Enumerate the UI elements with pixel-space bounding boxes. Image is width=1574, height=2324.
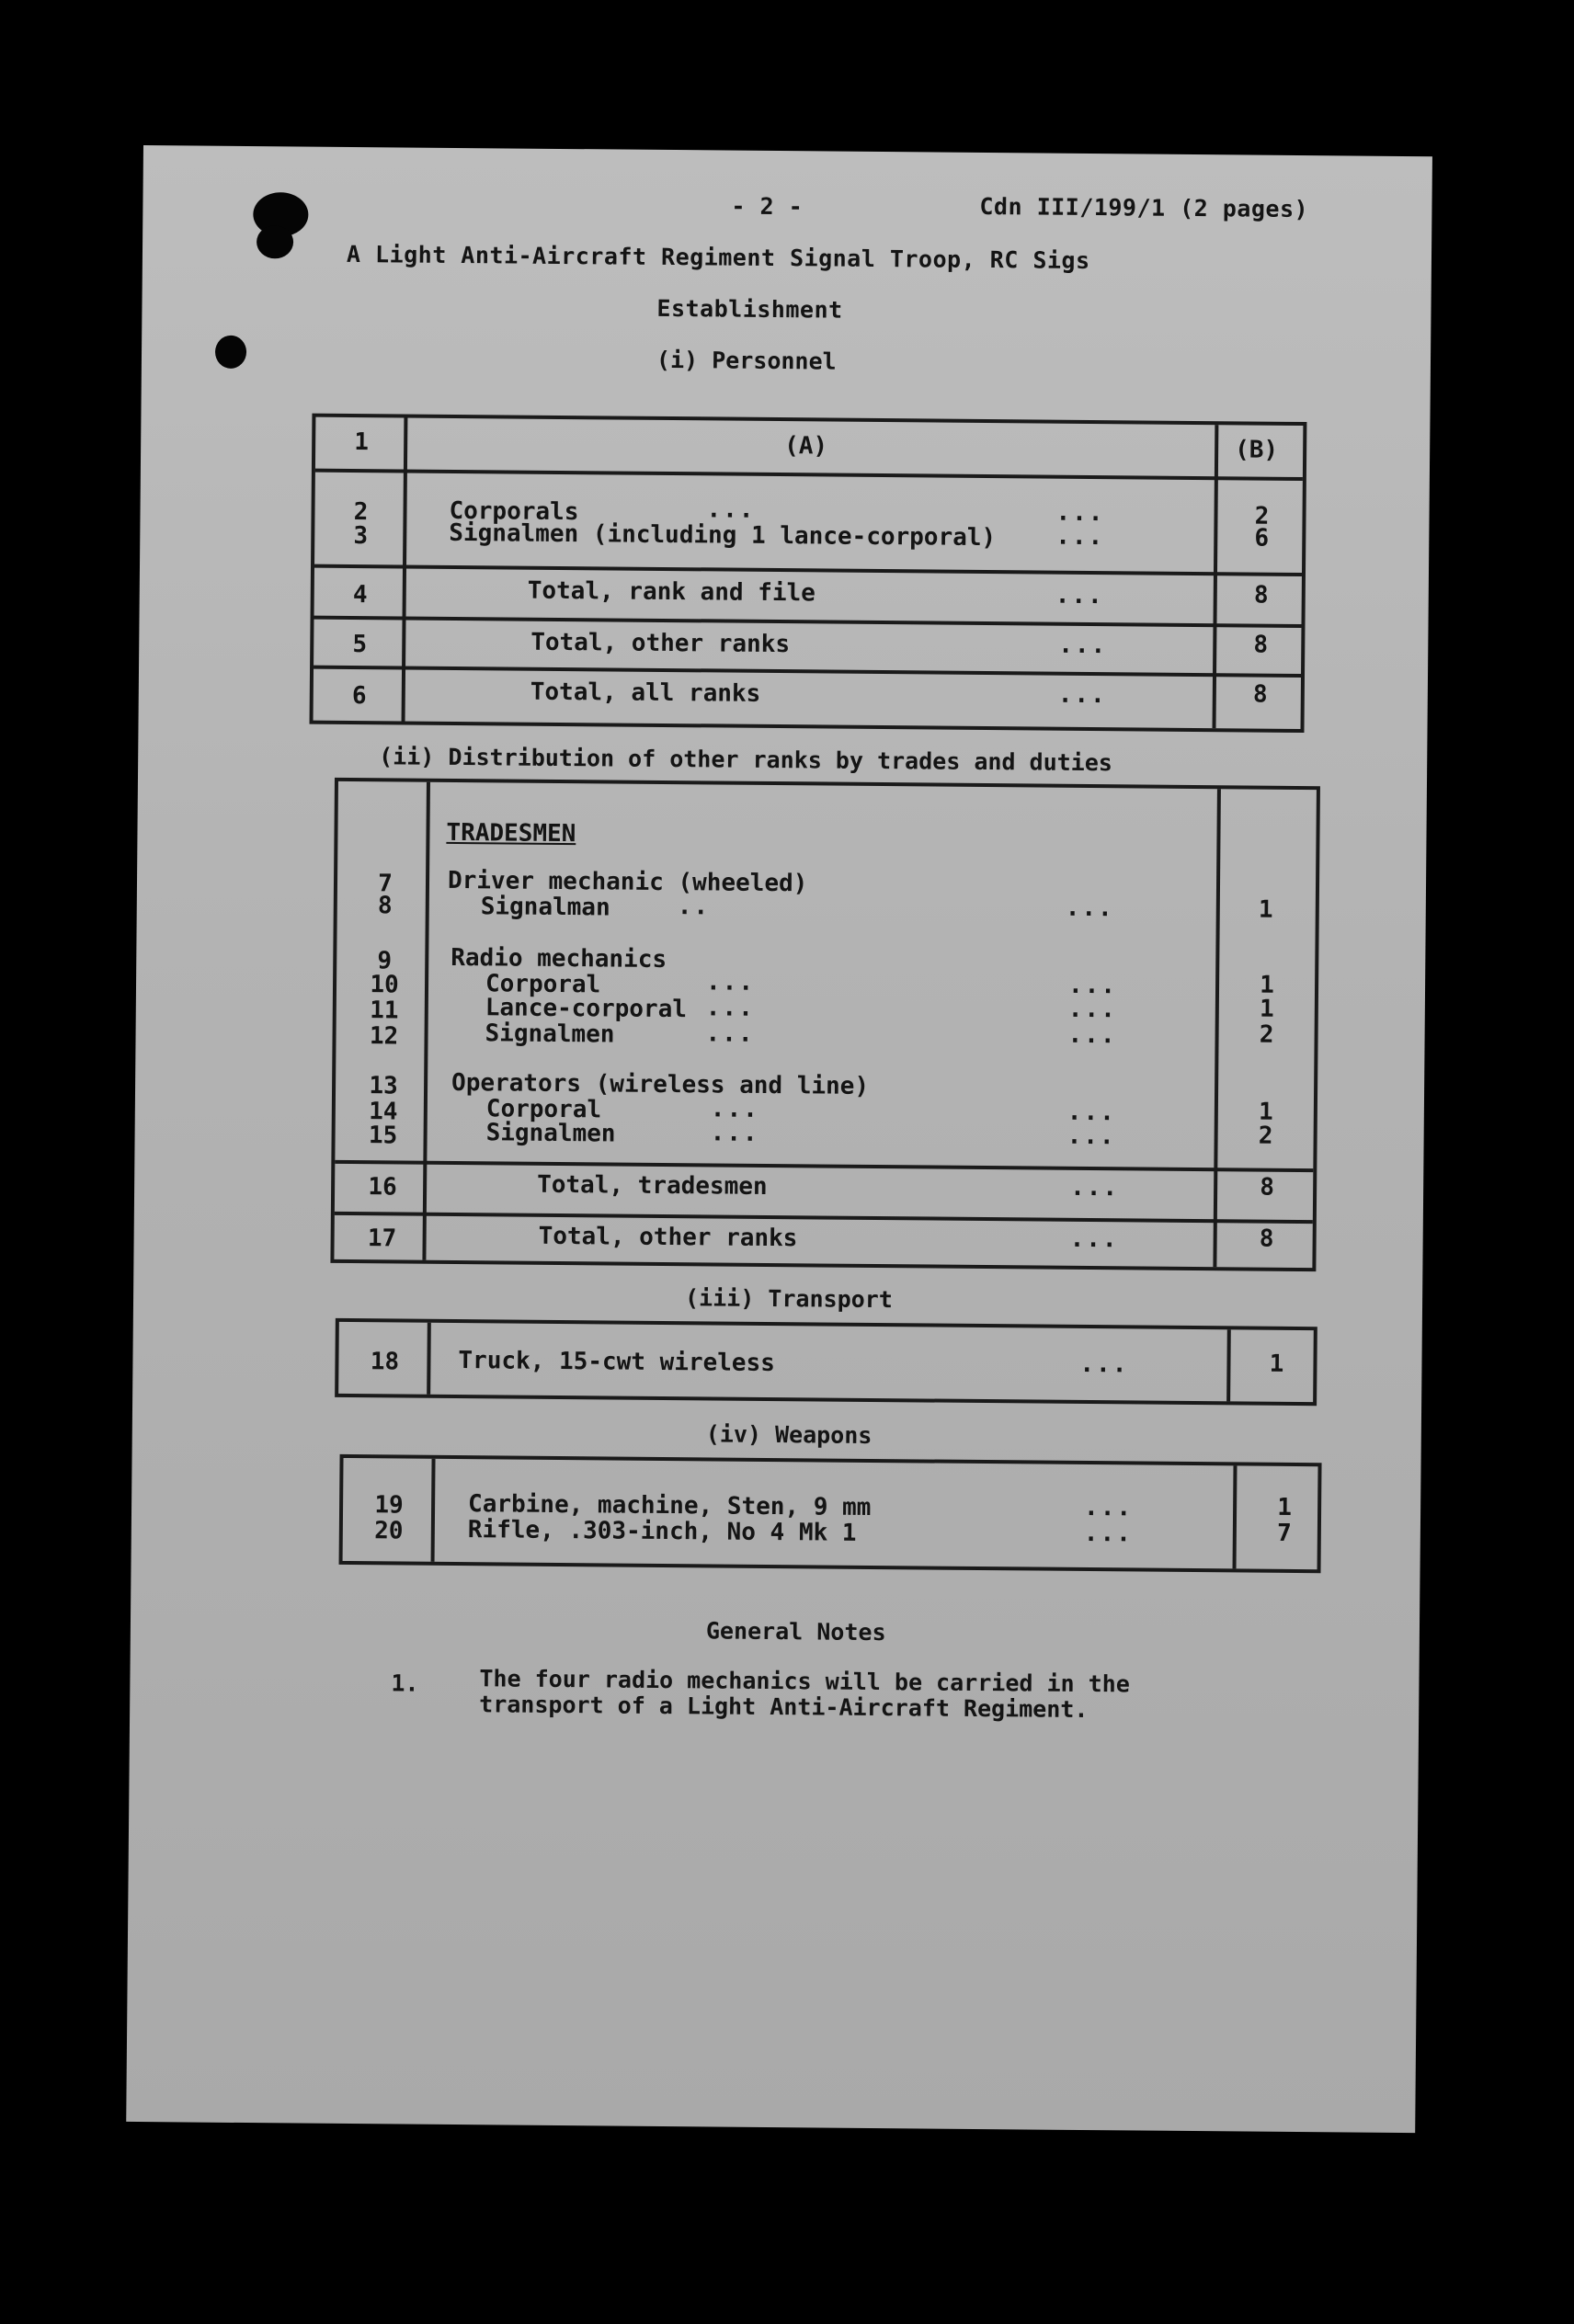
row-mid-dots: ... <box>706 496 756 524</box>
row-label: Total, other ranks <box>530 628 791 659</box>
row-num: 12 <box>369 1022 399 1051</box>
row-label: Truck, 15-cwt wireless <box>458 1347 775 1378</box>
row-dots: ... <box>1055 581 1104 610</box>
row-dots: ... <box>1067 1020 1117 1050</box>
row-dots: ... <box>1079 1350 1129 1379</box>
weapons-table <box>339 1454 1322 1573</box>
document-title: A Light Anti-Aircraft Regiment Signal Troop, RC Sigs <box>346 240 1090 274</box>
row-num: 14 <box>369 1098 398 1126</box>
row-value: 1 <box>1259 995 1274 1023</box>
document-page <box>126 145 1432 2133</box>
row-value: 1 <box>1260 971 1275 999</box>
row-dots: ... <box>1055 498 1105 528</box>
row-value: 8 <box>1253 631 1269 659</box>
row-label: Radio mechanics <box>451 943 667 974</box>
row-value: 8 <box>1260 1173 1275 1202</box>
row-dots: ... <box>1069 1225 1119 1254</box>
document-subtitle: Establishment <box>656 294 843 324</box>
row-value: 2 <box>1259 1020 1274 1049</box>
row-num: 7 <box>378 870 393 898</box>
row-mid-dots: ... <box>705 1020 755 1048</box>
row-value: 2 <box>1258 1122 1273 1150</box>
row-value: 1 <box>1258 895 1273 924</box>
row-mid-dots: ... <box>705 994 755 1022</box>
row-mid-dots: ... <box>705 968 756 997</box>
header-num: 1 <box>354 428 370 457</box>
notes-heading: General Notes <box>705 1617 886 1646</box>
note-line: The four radio mechanics will be carried in the <box>479 1665 1130 1698</box>
row-label: Lance-corporal <box>485 994 688 1024</box>
row-num: 3 <box>353 522 369 551</box>
row-dots: ... <box>1066 1122 1116 1151</box>
row-value: 8 <box>1259 1225 1274 1253</box>
row-dots: ... <box>1055 522 1105 552</box>
ink-blot <box>257 225 293 258</box>
document-reference: Cdn III/199/1 (2 pages) <box>979 192 1309 223</box>
row-dots: ... <box>1067 995 1117 1024</box>
row-num: 4 <box>352 581 368 609</box>
row-label: Corporals <box>449 496 579 527</box>
row-mid-dots: ... <box>710 1119 759 1147</box>
section-transport: (iii) Transport <box>684 1284 893 1314</box>
note-line: transport of a Light Anti-Aircraft Regiment. <box>479 1691 1089 1724</box>
row-label: Corporal <box>485 1095 602 1124</box>
transport-table <box>335 1318 1317 1406</box>
row-num: 9 <box>377 947 393 975</box>
row-value: 7 <box>1276 1519 1292 1547</box>
row-num: 19 <box>374 1491 404 1520</box>
row-dots: ... <box>1083 1519 1133 1548</box>
row-num: 5 <box>352 631 368 659</box>
row-value: 1 <box>1277 1493 1293 1521</box>
row-label: Signalman <box>480 893 610 922</box>
note-number: 1. <box>391 1669 419 1697</box>
row-num: 2 <box>353 498 369 527</box>
header-a: (A) <box>784 432 828 461</box>
row-value: 1 <box>1269 1350 1284 1378</box>
distribution-table <box>330 778 1320 1271</box>
row-value: 1 <box>1258 1098 1273 1126</box>
tradesmen-heading: TRADESMEN <box>446 818 576 849</box>
row-num: 6 <box>351 682 367 711</box>
row-num: 11 <box>370 997 399 1025</box>
row-label: Driver mechanic (wheeled) <box>447 866 808 898</box>
row-dots: ... <box>1066 1098 1116 1127</box>
row-num: 18 <box>370 1348 400 1376</box>
row-dots: ... <box>1070 1173 1120 1202</box>
row-num: 15 <box>368 1122 398 1150</box>
row-label: Signalmen <box>485 1020 615 1049</box>
row-label: Total, all ranks <box>530 678 761 708</box>
section-distribution: (ii) Distribution of other ranks by trades and duties <box>379 743 1113 777</box>
row-dots: ... <box>1065 894 1114 923</box>
row-num: 13 <box>369 1072 398 1100</box>
header-b: (B) <box>1235 436 1279 464</box>
row-mid-dots: ... <box>710 1095 759 1123</box>
personnel-table <box>310 414 1307 733</box>
row-label: Corporal <box>485 970 601 999</box>
ink-blot <box>215 336 246 369</box>
section-weapons: (iv) Weapons <box>705 1420 873 1449</box>
row-value: 8 <box>1252 680 1268 709</box>
row-label: Total, other ranks <box>538 1222 798 1253</box>
row-dots: ... <box>1067 971 1118 1000</box>
row-value: 8 <box>1253 581 1269 609</box>
row-dots: ... <box>1057 680 1107 710</box>
row-value: 2 <box>1254 502 1270 530</box>
row-num: 8 <box>377 892 393 920</box>
row-label: Carbine, machine, Sten, 9 mm <box>467 1490 872 1521</box>
row-label: Operators (wireless and line) <box>451 1068 870 1100</box>
row-label: Rifle, .303-inch, No 4 Mk 1 <box>467 1516 857 1547</box>
row-num: 17 <box>367 1225 397 1253</box>
section-personnel: (i) Personnel <box>656 346 837 375</box>
row-num: 10 <box>370 971 399 999</box>
page-number: - 2 - <box>731 192 804 221</box>
row-num: 16 <box>368 1173 397 1202</box>
row-label: Signalmen <box>485 1119 616 1148</box>
row-dots: ... <box>1083 1493 1134 1522</box>
row-label: Total, tradesmen <box>537 1170 768 1201</box>
row-num: 20 <box>374 1517 404 1545</box>
row-value: 6 <box>1254 524 1270 553</box>
row-mid-dots: .. <box>677 893 711 921</box>
row-dots: ... <box>1058 631 1108 660</box>
row-label: Total, rank and file <box>527 576 816 608</box>
row-label: Signalmen (including 1 lance-corporal) <box>449 518 997 553</box>
